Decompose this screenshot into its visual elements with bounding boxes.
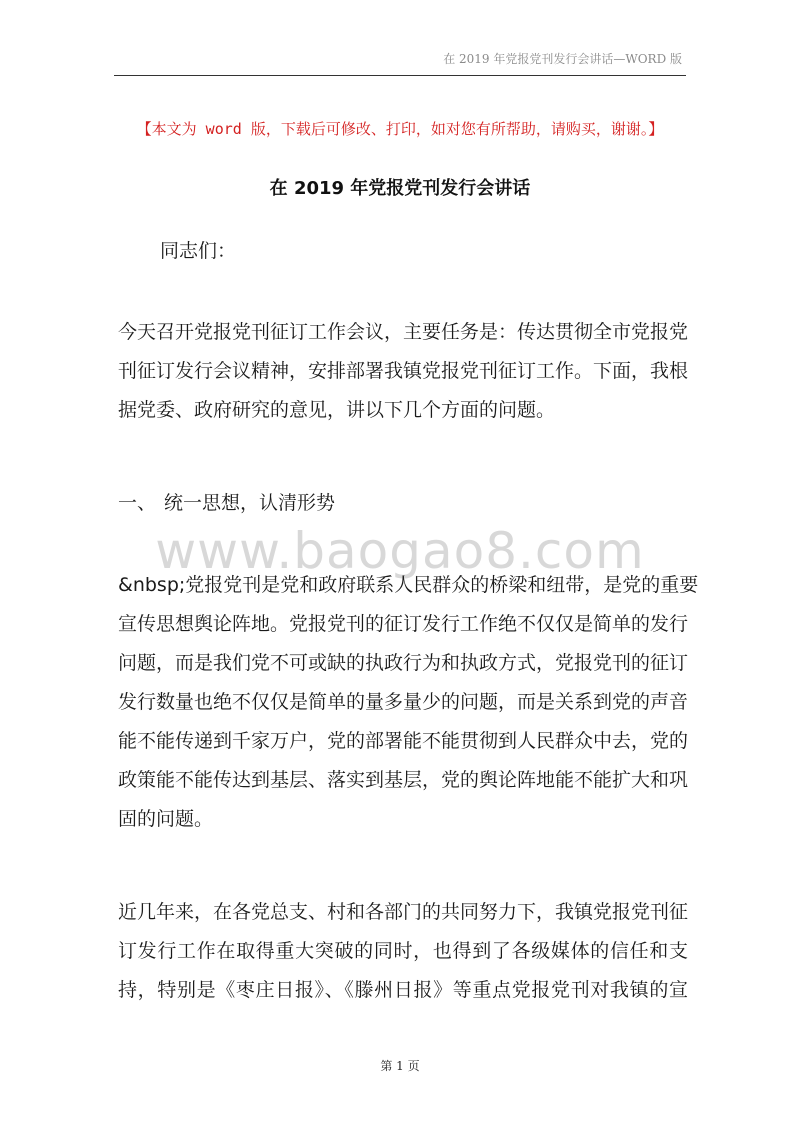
purchase-notice: 【本文为 word 版，下载后可修改、打印，如对您有所帮助，请购买，谢谢。】 [136, 120, 664, 138]
paragraph-line: 问题，而是我们党不可或缺的执政行为和执政方式，党报党刊的征订 [118, 652, 689, 674]
section-title: 统一思想，认清形势 [164, 492, 336, 514]
greeting: 同志们： [160, 240, 237, 262]
paragraph-line: 刊征订发行会议精神，安排部署我镇党报党刊征订工作。下面，我根 [118, 360, 689, 382]
section-number: 一、 [118, 492, 157, 514]
paragraph-intro [118, 313, 688, 430]
paragraph-line: 今天召开党报党刊征订工作会议，主要任务是：传达贯彻全市党报党 [118, 321, 689, 343]
paragraph-line: 能不能传递到千家万户，党的部署能不能贯彻到人民群众中去，党的 [118, 730, 689, 752]
document-title: 在 2019 年党报党刊发行会讲话 [269, 178, 531, 199]
paragraph-line: 订发行工作在取得重大突破的同时，也得到了各级媒体的信任和支 [118, 940, 688, 962]
paragraph-line: 近几年来，在各党总支、村和各部门的共同努力下，我镇党报党刊征 [118, 901, 689, 923]
paragraph-line: &nbsp;党报党刊是党和政府联系人民群众的桥梁和纽带，是党的重要 [118, 574, 699, 596]
paragraph-line: 宣传思想舆论阵地。党报党刊的征订发行工作绝不仅仅是简单的发行 [118, 613, 689, 635]
paragraph-line: 持，特别是《枣庄日报》、《滕州日报》等重点党报党刊对我镇的宣 [118, 979, 688, 1001]
paragraph-line: 发行数量也绝不仅仅是简单的量多量少的问题，而是关系到党的声音 [118, 691, 689, 713]
section-heading [118, 488, 335, 515]
running-header: 在 2019 年党报党刊发行会讲话—WORD 版 [443, 52, 682, 66]
header-divider [114, 75, 686, 76]
paragraph-progress [118, 893, 688, 1010]
paragraph-line: 据党委、政府研究的意见，讲以下几个方面的问题。 [118, 399, 556, 421]
paragraph-line: 固的问题。 [118, 808, 214, 830]
paragraph-line: 政策能不能传达到基层、落实到基层，党的舆论阵地能不能扩大和巩 [118, 769, 689, 791]
watermark: www.baogao8.com [155, 522, 645, 580]
paragraph-body [118, 566, 699, 839]
page-number: 第 1 页 [380, 1059, 420, 1073]
